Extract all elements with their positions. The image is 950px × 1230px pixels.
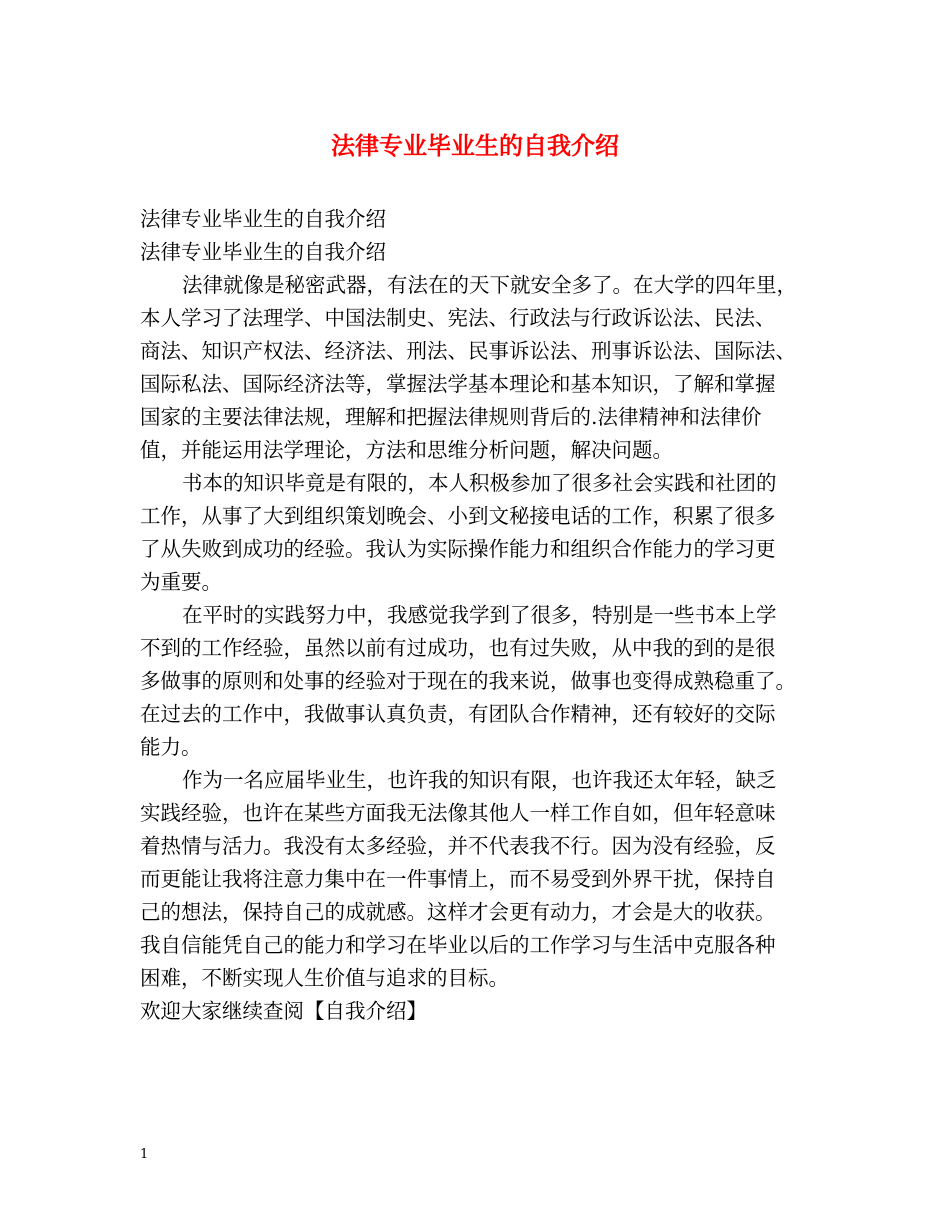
- paragraph-line: 着热情与活力。我没有太多经验，并不代表我不行。因为没有经验，反: [140, 834, 776, 858]
- paragraph-line: 商法、知识产权法、经济法、刑法、民事诉讼法、刑事诉讼法、国际法、: [140, 339, 796, 363]
- paragraph-line: 而更能让我将注意力集中在一件事情上，而不易受到外界干扰，保持自: [140, 867, 776, 891]
- paragraph-line: 不到的工作经验，虽然以前有过成功，也有过失败，从中我的到的是很: [140, 636, 776, 660]
- paragraph-line: 我自信能凭自己的能力和学习在毕业以后的工作学习与生活中克服各种: [140, 933, 776, 957]
- paragraph-line: 工作，从事了大到组织策划晚会、小到文秘接电话的工作，积累了很多: [140, 504, 776, 528]
- closing-link-text: 欢迎大家继续查阅【自我介绍】: [140, 999, 427, 1023]
- page-number: 1: [140, 1147, 149, 1162]
- paragraph-line: 法律就像是秘密武器，有法在的天下就安全多了。在大学的四年里，: [182, 273, 797, 297]
- paragraph-line: 在平时的实践努力中，我感觉我学到了很多，特别是一些书本上学: [182, 603, 777, 627]
- subheading: 法律专业毕业生的自我介绍: [140, 207, 386, 231]
- paragraph-line: 国际私法、国际经济法等，掌握法学基本理论和基本知识，了解和掌握: [140, 372, 776, 396]
- paragraph-line: 在过去的工作中，我做事认真负责，有团队合作精神，还有较好的交际: [140, 702, 776, 726]
- paragraph-line: 本人学习了法理学、中国法制史、宪法、行政法与行政诉讼法、民法、: [140, 306, 776, 330]
- paragraph-3: [140, 599, 815, 764]
- paragraph-line: 困难，不断实现人生价值与追求的目标。: [140, 966, 509, 990]
- paragraph-line: 为重要。: [140, 570, 222, 594]
- paragraph-line: 多做事的原则和处事的经验对于现在的我来说，做事也变得成熟稳重了。: [140, 669, 796, 693]
- paragraph-2: [140, 467, 815, 599]
- paragraph-line: 值，并能运用法学理论，方法和思维分析问题，解决问题。: [140, 438, 673, 462]
- paragraph-line: 实践经验，也许在某些方面我无法像其他人一样工作自如，但年轻意味: [140, 801, 776, 825]
- document-body: [140, 203, 815, 1028]
- paragraph-line: 己的想法，保持自己的成就感。这样才会更有动力，才会是大的收获。: [140, 900, 776, 924]
- paragraph-4: [140, 764, 815, 995]
- paragraph-1: [140, 269, 815, 467]
- paragraph-line: 书本的知识毕竟是有限的，本人积极参加了很多社会实践和社团的: [182, 471, 777, 495]
- paragraph-line: 国家的主要法律法规，理解和把握法律规则背后的.法律精神和法律价: [140, 405, 762, 429]
- subheading: 法律专业毕业生的自我介绍: [140, 240, 386, 264]
- paragraph-line: 作为一名应届毕业生，也许我的知识有限，也许我还太年轻，缺乏: [182, 768, 777, 792]
- paragraph-line: 了从失败到成功的经验。我认为实际操作能力和组织合作能力的学习更: [140, 537, 776, 561]
- document-title: 法律专业毕业生的自我介绍: [331, 131, 619, 160]
- paragraph-line: 能力。: [140, 735, 202, 759]
